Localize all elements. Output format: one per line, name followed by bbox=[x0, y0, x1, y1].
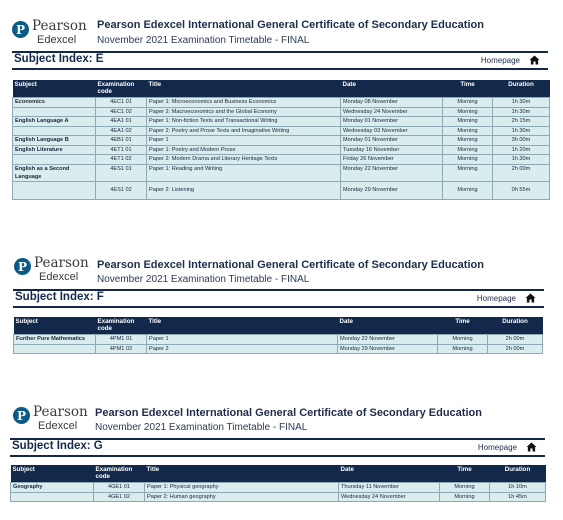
subject-index-bar bbox=[13, 289, 544, 308]
col-header-duration: Duration bbox=[488, 317, 543, 335]
page-title: Pearson Edexcel International General Certificate of Secondary Education bbox=[95, 407, 482, 419]
pearson-logo bbox=[12, 19, 87, 47]
cell-time: Morning bbox=[443, 181, 493, 199]
cell-duration: 2h 00m bbox=[488, 344, 543, 354]
cell-time: Morning bbox=[443, 107, 493, 117]
cell-code: 4ES1 02 bbox=[96, 181, 147, 199]
table-header-row bbox=[11, 465, 546, 483]
cell-subject: Economics bbox=[13, 98, 96, 108]
logo-sub: Edexcel bbox=[38, 420, 78, 433]
home-icon[interactable] bbox=[526, 442, 537, 452]
table-row bbox=[14, 344, 543, 354]
cell-subject: English Language A bbox=[13, 117, 96, 127]
subject-index-title: Subject Index: E bbox=[14, 53, 104, 65]
cell-title: Paper 1: Physical geography bbox=[145, 483, 339, 493]
logo-brand: Pearson bbox=[32, 18, 87, 34]
cell-title: Paper 2: Modern Drama and Literary Heritage Texts bbox=[147, 155, 341, 165]
cell-code: 4PM1 01 bbox=[96, 335, 147, 345]
cell-date: Wednesday 24 November bbox=[339, 492, 440, 502]
timetable-table bbox=[12, 80, 550, 200]
cell-duration: 1h 20m bbox=[493, 145, 550, 155]
cell-duration: 1h 30m bbox=[493, 155, 550, 165]
cell-duration: 1h 30m bbox=[493, 126, 550, 136]
cell-code: 4ET1 02 bbox=[96, 155, 147, 165]
table-row bbox=[13, 126, 550, 136]
cell-date: Monday 08 November bbox=[341, 98, 443, 108]
table-row bbox=[13, 107, 550, 117]
cell-subject bbox=[13, 181, 96, 199]
col-header-duration: Duration bbox=[490, 465, 546, 483]
home-icon[interactable] bbox=[525, 293, 536, 303]
cell-subject bbox=[13, 155, 96, 165]
cell-title: Paper 1: Reading and Writing bbox=[147, 164, 341, 181]
table-header-row bbox=[13, 80, 550, 98]
col-header-time: Time bbox=[443, 80, 493, 98]
cell-time: Morning bbox=[440, 483, 490, 493]
cell-time: Morning bbox=[438, 344, 488, 354]
cell-duration: 2h 00m bbox=[493, 164, 550, 181]
table-row bbox=[13, 98, 550, 108]
logo-sub: Edexcel bbox=[37, 34, 77, 47]
cell-code: 4ES1 01 bbox=[96, 164, 147, 181]
cell-code: 4EA1 01 bbox=[96, 117, 147, 127]
page-title: Pearson Edexcel International General Certificate of Secondary Education bbox=[97, 259, 484, 271]
timetable-table bbox=[10, 465, 546, 502]
pearson-p-icon: P bbox=[12, 21, 29, 38]
cell-time: Morning bbox=[443, 145, 493, 155]
cell-date: Monday 29 November bbox=[341, 181, 443, 199]
cell-duration: 1h 10m bbox=[490, 483, 546, 493]
cell-time: Morning bbox=[443, 98, 493, 108]
cell-date: Monday 01 November bbox=[341, 117, 443, 127]
home-icon[interactable] bbox=[529, 55, 540, 65]
cell-date: Monday 22 November bbox=[341, 164, 443, 181]
cell-title: Paper 2: Human geography bbox=[145, 492, 339, 502]
cell-code: 4EC1 01 bbox=[96, 98, 147, 108]
cell-title: Paper 1: Poetry and Modern Prose bbox=[147, 145, 341, 155]
cell-duration: 1h 45m bbox=[490, 492, 546, 502]
col-header-code: Examination code bbox=[96, 317, 147, 335]
page-title: Pearson Edexcel International General Certificate of Secondary Education bbox=[97, 19, 484, 31]
cell-title: Paper 2: Poetry and Prose Texts and Imaginative Writing bbox=[147, 126, 341, 136]
cell-date: Monday 01 November bbox=[341, 136, 443, 146]
cell-subject: Geography bbox=[11, 483, 94, 493]
page-subtitle: November 2021 Examination Timetable - FINAL bbox=[97, 274, 310, 285]
cell-date: Wednesday 03 November bbox=[341, 126, 443, 136]
col-header-code: Examination code bbox=[96, 80, 147, 98]
cell-code: 4GE1 01 bbox=[94, 483, 145, 493]
table-row bbox=[13, 145, 550, 155]
cell-code: 4GE1 02 bbox=[94, 492, 145, 502]
cell-title: Paper 2: Macroeconomics and the Global Economy bbox=[147, 107, 341, 117]
cell-date: Thursday 11 November bbox=[339, 483, 440, 493]
cell-code: 4EA1 02 bbox=[96, 126, 147, 136]
cell-code: 4ET1 01 bbox=[96, 145, 147, 155]
cell-date: Monday 22 November bbox=[338, 335, 438, 345]
table-row bbox=[13, 136, 550, 146]
cell-duration: 2h 15m bbox=[493, 117, 550, 127]
col-header-subject: Subject bbox=[13, 80, 96, 98]
logo-brand: Pearson bbox=[34, 255, 89, 271]
col-header-subject: Subject bbox=[14, 317, 96, 335]
homepage-link[interactable]: Homepage bbox=[476, 294, 516, 303]
cell-date: Friday 26 November bbox=[341, 155, 443, 165]
cell-subject: English Language B bbox=[13, 136, 96, 146]
logo-sub: Edexcel bbox=[39, 271, 79, 284]
col-header-title: Title bbox=[147, 80, 341, 98]
cell-title: Paper 2: Listening bbox=[147, 181, 341, 199]
cell-subject bbox=[13, 107, 96, 117]
table-row bbox=[13, 117, 550, 127]
cell-subject bbox=[13, 126, 96, 136]
pearson-p-icon: P bbox=[13, 407, 30, 424]
cell-title: Paper 1: Non-fiction Texts and Transactional Writing bbox=[147, 117, 341, 127]
cell-time: Morning bbox=[443, 155, 493, 165]
cell-subject: Further Pure Mathematics bbox=[14, 335, 96, 345]
cell-code: 4EB1 01 bbox=[96, 136, 147, 146]
pearson-logo bbox=[13, 405, 88, 433]
pearson-p-icon: P bbox=[14, 258, 31, 275]
cell-subject bbox=[14, 344, 96, 354]
cell-time: Morning bbox=[440, 492, 490, 502]
cell-subject: English Literature bbox=[13, 145, 96, 155]
table-row bbox=[13, 181, 550, 199]
cell-time: Morning bbox=[443, 117, 493, 127]
cell-date: Wednesday 24 November bbox=[341, 107, 443, 117]
logo-brand: Pearson bbox=[33, 404, 88, 420]
cell-duration: 1h 30m bbox=[493, 98, 550, 108]
table-header-row bbox=[14, 317, 543, 335]
subject-index-title: Subject Index: F bbox=[15, 291, 104, 303]
cell-title: Paper 1 bbox=[147, 335, 338, 345]
cell-time: Morning bbox=[443, 126, 493, 136]
cell-time: Morning bbox=[443, 136, 493, 146]
homepage-link[interactable]: Homepage bbox=[477, 443, 517, 452]
table-row bbox=[14, 335, 543, 345]
pearson-logo bbox=[14, 256, 89, 284]
col-header-duration: Duration bbox=[493, 80, 550, 98]
col-header-time: Time bbox=[438, 317, 488, 335]
cell-time: Morning bbox=[438, 335, 488, 345]
cell-date: Monday 29 November bbox=[338, 344, 438, 354]
timetable-table bbox=[13, 317, 543, 354]
cell-title: Paper 1 bbox=[147, 136, 341, 146]
col-header-subject: Subject bbox=[11, 465, 94, 483]
table-row bbox=[11, 483, 546, 493]
cell-title: Paper 1: Microeconomics and Business Economics bbox=[147, 98, 341, 108]
cell-duration: 1h 30m bbox=[493, 107, 550, 117]
cell-subject: English as a Second Language bbox=[13, 164, 96, 181]
cell-date: Tuesday 16 November bbox=[341, 145, 443, 155]
col-header-date: Date bbox=[341, 80, 443, 98]
subject-index-title: Subject Index: G bbox=[12, 440, 103, 452]
col-header-time: Time bbox=[440, 465, 490, 483]
subject-index-bar bbox=[12, 51, 548, 70]
page-subtitle: November 2021 Examination Timetable - FINAL bbox=[97, 35, 310, 46]
homepage-link[interactable]: Homepage bbox=[480, 56, 520, 65]
cell-duration: 0h 55m bbox=[493, 181, 550, 199]
cell-title: Paper 2 bbox=[147, 344, 338, 354]
col-header-date: Date bbox=[338, 317, 438, 335]
table-row bbox=[13, 155, 550, 165]
cell-code: 4EC1 02 bbox=[96, 107, 147, 117]
cell-subject bbox=[11, 492, 94, 502]
page-subtitle: November 2021 Examination Timetable - FINAL bbox=[95, 422, 308, 433]
cell-code: 4PM1 02 bbox=[96, 344, 147, 354]
col-header-date: Date bbox=[339, 465, 440, 483]
cell-duration: 3h 00m bbox=[493, 136, 550, 146]
table-row bbox=[13, 164, 550, 181]
col-header-title: Title bbox=[147, 317, 338, 335]
cell-time: Morning bbox=[443, 164, 493, 181]
cell-duration: 2h 00m bbox=[488, 335, 543, 345]
col-header-title: Title bbox=[145, 465, 339, 483]
col-header-code: Examination code bbox=[94, 465, 145, 483]
table-row bbox=[11, 492, 546, 502]
subject-index-bar bbox=[10, 438, 545, 457]
